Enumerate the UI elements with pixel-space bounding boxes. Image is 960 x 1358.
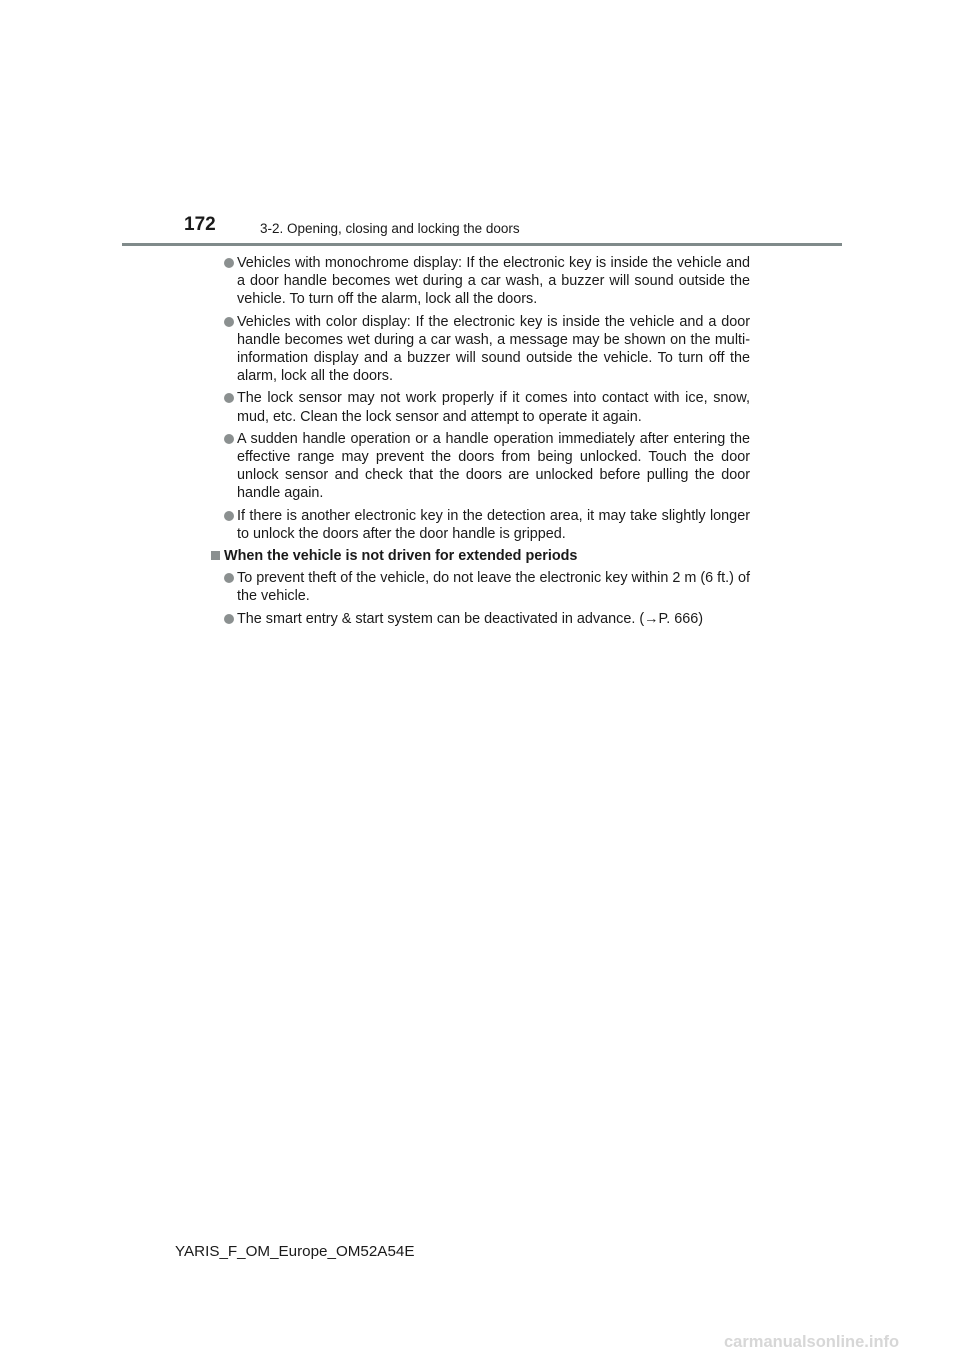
heading-text: When the vehicle is not driven for extended periods <box>224 548 578 565</box>
bullet-icon <box>224 511 234 521</box>
document-id-footer: YARIS_F_OM_Europe_OM52A54E <box>175 1243 415 1260</box>
list-item <box>224 610 750 628</box>
watermark: carmanualsonline.info <box>724 1333 900 1351</box>
list-item <box>224 389 750 425</box>
bullet-icon <box>224 614 234 624</box>
page-header <box>122 214 842 246</box>
subsection-heading <box>211 547 750 565</box>
header-rule <box>122 243 842 246</box>
item-text: A sudden handle operation or a handle operation immediately after entering the effective range may prevent the doors from being unlocked. Touch the door unlock sensor and check that the doors are unlocked before pulling the door handle again. <box>237 430 750 502</box>
page-content <box>224 254 750 628</box>
item-text: The smart entry & start system can be deactivated in advance. (→P. 666) <box>237 610 704 627</box>
item-text: Vehicles with color display: If the electronic key is inside the vehicle and a door handle becomes wet during a car wash, a message may be shown on the multi-information display and a buzzer will sound outside the vehicle. To turn off the alarm, lock all the doors. <box>237 313 750 385</box>
item-text: The lock sensor may not work properly if it comes into contact with ice, snow, mud, etc. Clean the lock sensor and attempt to operate it again. <box>237 390 750 425</box>
bullet-icon <box>224 573 234 583</box>
bullet-icon <box>224 317 234 327</box>
item-text: If there is another electronic key in the detection area, it may take slightly longer to unlock the doors after the door handle is gripped. <box>237 507 750 542</box>
bullet-icon <box>224 258 234 268</box>
square-bullet-icon <box>211 551 220 560</box>
list-item <box>224 430 750 503</box>
bullet-icon <box>224 434 234 444</box>
bullet-icon <box>224 393 234 403</box>
list-item <box>224 507 750 543</box>
section-title: 3-2. Opening, closing and locking the doors <box>260 221 520 236</box>
item-text: To prevent theft of the vehicle, do not leave the electronic key within 2 m (6 ft.) of the vehicle. <box>237 570 750 605</box>
list-item <box>224 313 750 386</box>
item-text: Vehicles with monochrome display: If the electronic key is inside the vehicle and a door handle becomes wet during a car wash, a buzzer will sound outside the vehicle. To turn off the alarm, lock all the doors. <box>237 255 750 308</box>
list-item <box>224 569 750 605</box>
list-item <box>224 254 750 309</box>
page-number: 172 <box>184 214 216 235</box>
